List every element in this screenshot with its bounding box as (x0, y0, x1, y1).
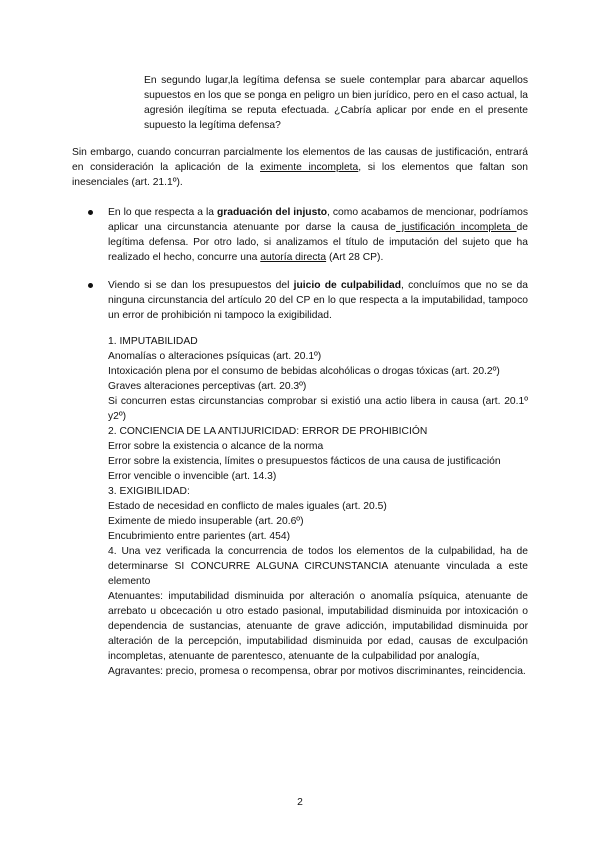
b1-t3: de legítima defensa. Por otro lado, si analizamos el título de imputación del sujeto que ha realizado el hecho, concurre una (108, 222, 528, 263)
bullet-culpabilidad (88, 278, 528, 323)
list-line: Si concurren estas circunstancias comprobar si existió una actio libera in causa (art. 20.1º y2º) (108, 396, 528, 422)
b1-justificacion-incompleta: justificación incompleta (395, 222, 517, 233)
page-number: 2 (297, 797, 303, 808)
list-line: Graves alteraciones perceptivas (art. 20.3º) (108, 381, 307, 392)
b2-t1: Viendo si se dan los presupuestos del (108, 280, 294, 291)
paragraph-eximente (72, 145, 528, 190)
bullet-dot-icon (88, 210, 93, 215)
b1-bold: graduación del injusto (216, 207, 328, 218)
bullet-graduacion (88, 205, 528, 265)
b1-autoria-directa: autoría directa (260, 252, 327, 263)
b2-bold: juicio de culpabilidad (293, 280, 402, 291)
list-line: 1. IMPUTABILIDAD (108, 336, 198, 347)
list-line: Agravantes: precio, promesa o recompensa, obrar por motivos discriminantes, reincidencia. (108, 666, 526, 677)
list-line: 4. Una vez verificada la concurrencia de todos los elementos de la culpabilidad, ha de determinarse SI CONCURRE ALGUNA CIRCUNSTANCIA atenuante vinculada a este elemento (108, 546, 528, 587)
p2-text-after: , si los elementos que faltan son inesenciales (art. 21.1º). (72, 162, 529, 188)
list-line: Error sobre la existencia o alcance de la norma (108, 441, 324, 452)
list-line: Atenuantes: imputabilidad disminuida por alteración o anomalía psíquica, atenuante de arrebato u obcecación u otro estado pasional, imputabilidad disminuida por intoxicación o dependencia de sustancias, atenuante de grave adicción, imputabilidad disminuida por alteración de la percepción, imputabilidad disminuida por edad, causas de exculpación incompletas, atenuante de parentesco, atenuante de la culpabilidad por analogía, (108, 591, 528, 662)
p2-text-before: Sin embargo, cuando concurran parcialmente los elementos de las causas de justificación, entrará en consideración la aplicación de la (72, 147, 528, 173)
culpabilidad-list (108, 334, 528, 679)
b2-t2: , concluímos que no se da ninguna circunstancia del artículo 20 del CP en lo que respecta a la imputabilidad, tampoco un error de prohibición ni tampoco la exigibilidad. (108, 280, 528, 321)
intro-text: En segundo lugar,la legítima defensa se suele contemplar para abarcar aquellos supuestos en los que se ponga en peligro un bien jurídico, pero en el caso actual, la agresión ilegítima se reputa efectuada. ¿Cabría aplicar por ende en el presente supuesto la legítima defensa? (144, 75, 528, 131)
b1-t1: En lo que respecta a la (108, 207, 217, 218)
eximente-incompleta-link: eximente incompleta (260, 162, 359, 173)
intro-paragraph (144, 73, 528, 133)
b1-t4: (Art 28 CP). (326, 252, 384, 263)
list-line: 3. EXIGIBILIDAD: (108, 486, 190, 497)
b1-t2: , como acabamos de mencionar, podríamos aplicar una circunstancia atenuante por darse la causa de (108, 207, 528, 233)
bullet-dot-icon (88, 283, 93, 288)
list-line: Intoxicación plena por el consumo de bebidas alcohólicas o drogas tóxicas (art. 20.2º) (108, 366, 500, 377)
list-line: Encubrimiento entre parientes (art. 454) (108, 531, 291, 542)
list-line: Eximente de miedo insuperable (art. 20.6º) (108, 516, 304, 527)
list-line: Error vencible o invencible (art. 14.3) (108, 471, 277, 482)
list-line: Error sobre la existencia, límites o presupuestos fácticos de una causa de justificación (108, 456, 501, 467)
list-line: Estado de necesidad en conflicto de males iguales (art. 20.5) (108, 501, 387, 512)
list-line: Anomalías o alteraciones psíquicas (art. 20.1º) (108, 351, 322, 362)
list-line: 2. CONCIENCIA DE LA ANTIJURICIDAD: ERROR DE PROHIBICIÓN (108, 426, 428, 437)
